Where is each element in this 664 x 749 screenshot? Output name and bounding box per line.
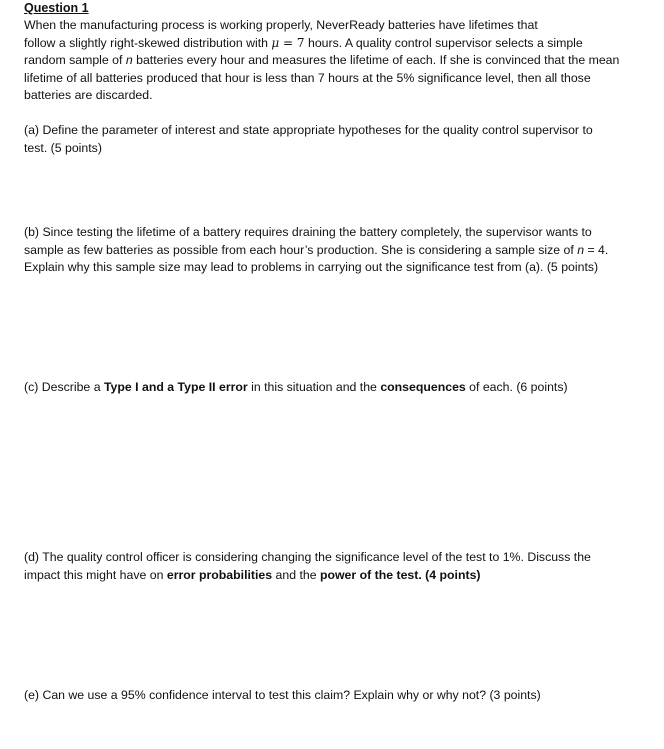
mu-symbol: μ	[271, 35, 280, 50]
question-title: Question 1	[24, 1, 89, 15]
part-d-line-2-pre: impact this might have on	[24, 567, 167, 582]
part-c-bold-consequences: consequences	[380, 380, 466, 394]
n-variable: n	[577, 242, 585, 257]
part-c-bold-errors: Type I and a Type II error	[103, 380, 248, 394]
part-d-bold-power: power of the test. (4 points)	[319, 567, 481, 582]
part-c-pre: (c) Describe a	[24, 380, 104, 394]
intro-line-5: batteries are discarded.	[24, 88, 153, 103]
part-d-bold-error-probabilities: error probabilities	[166, 567, 273, 582]
part-a-line-2: test. (5 points)	[24, 140, 102, 155]
mu-value: = 7	[279, 35, 305, 50]
part-d-line-2-mid: and the	[272, 567, 320, 582]
intro-line-3-post: batteries every hour and measures the lifetime of each. If she is convinced that the mean	[132, 53, 620, 68]
part-c-line-1	[24, 379, 652, 397]
part-b-line-3: Explain why this sample size may lead to problems in carrying out the significance test from (a). (5 points)	[24, 260, 599, 275]
part-d-line-1: (d) The quality control officer is considering changing the significance level of the test to 1%. Discuss the	[24, 550, 591, 564]
part-b-line-2-pre: sample as few batteries as possible from each hour’s production. She is considering a sample size of	[24, 242, 578, 257]
question-part-e	[24, 687, 652, 705]
n-variable: n	[125, 53, 133, 68]
part-b-line-2	[24, 242, 652, 260]
question-intro	[24, 17, 652, 105]
part-b-line-1: (b) Since testing the lifetime of a battery requires draining the battery completely, the supervisor wants to	[24, 225, 592, 239]
question-part-c	[24, 379, 652, 397]
intro-line-2-pre: follow a slightly right-skewed distribution with	[24, 35, 272, 50]
part-e-line-1: (e) Can we use a 95% confidence interval to test this claim? Explain why or why not? (3 points)	[24, 688, 541, 702]
part-c-post: of each. (6 points)	[465, 380, 568, 394]
part-b-line-2-post: = 4.	[584, 242, 609, 257]
intro-line-2	[24, 35, 652, 53]
part-c-mid: in this situation and the	[247, 380, 381, 394]
question-part-d	[24, 549, 652, 584]
question-part-a	[24, 122, 652, 157]
question-part-b	[24, 224, 652, 277]
part-d-line-2	[24, 567, 652, 585]
intro-line-3-pre: random sample of	[24, 53, 126, 68]
part-a-line-1: (a) Define the parameter of interest and state appropriate hypotheses for the quality control supervisor to	[24, 123, 593, 137]
intro-line-4: lifetime of all batteries produced that hour is less than 7 hours at the 5% significance level, then all those	[24, 70, 591, 85]
intro-line-2-post: hours. A quality control supervisor selects a simple	[304, 35, 583, 50]
intro-line-1: When the manufacturing process is working properly, NeverReady batteries have lifetimes that	[24, 18, 538, 32]
intro-line-3	[24, 52, 652, 70]
